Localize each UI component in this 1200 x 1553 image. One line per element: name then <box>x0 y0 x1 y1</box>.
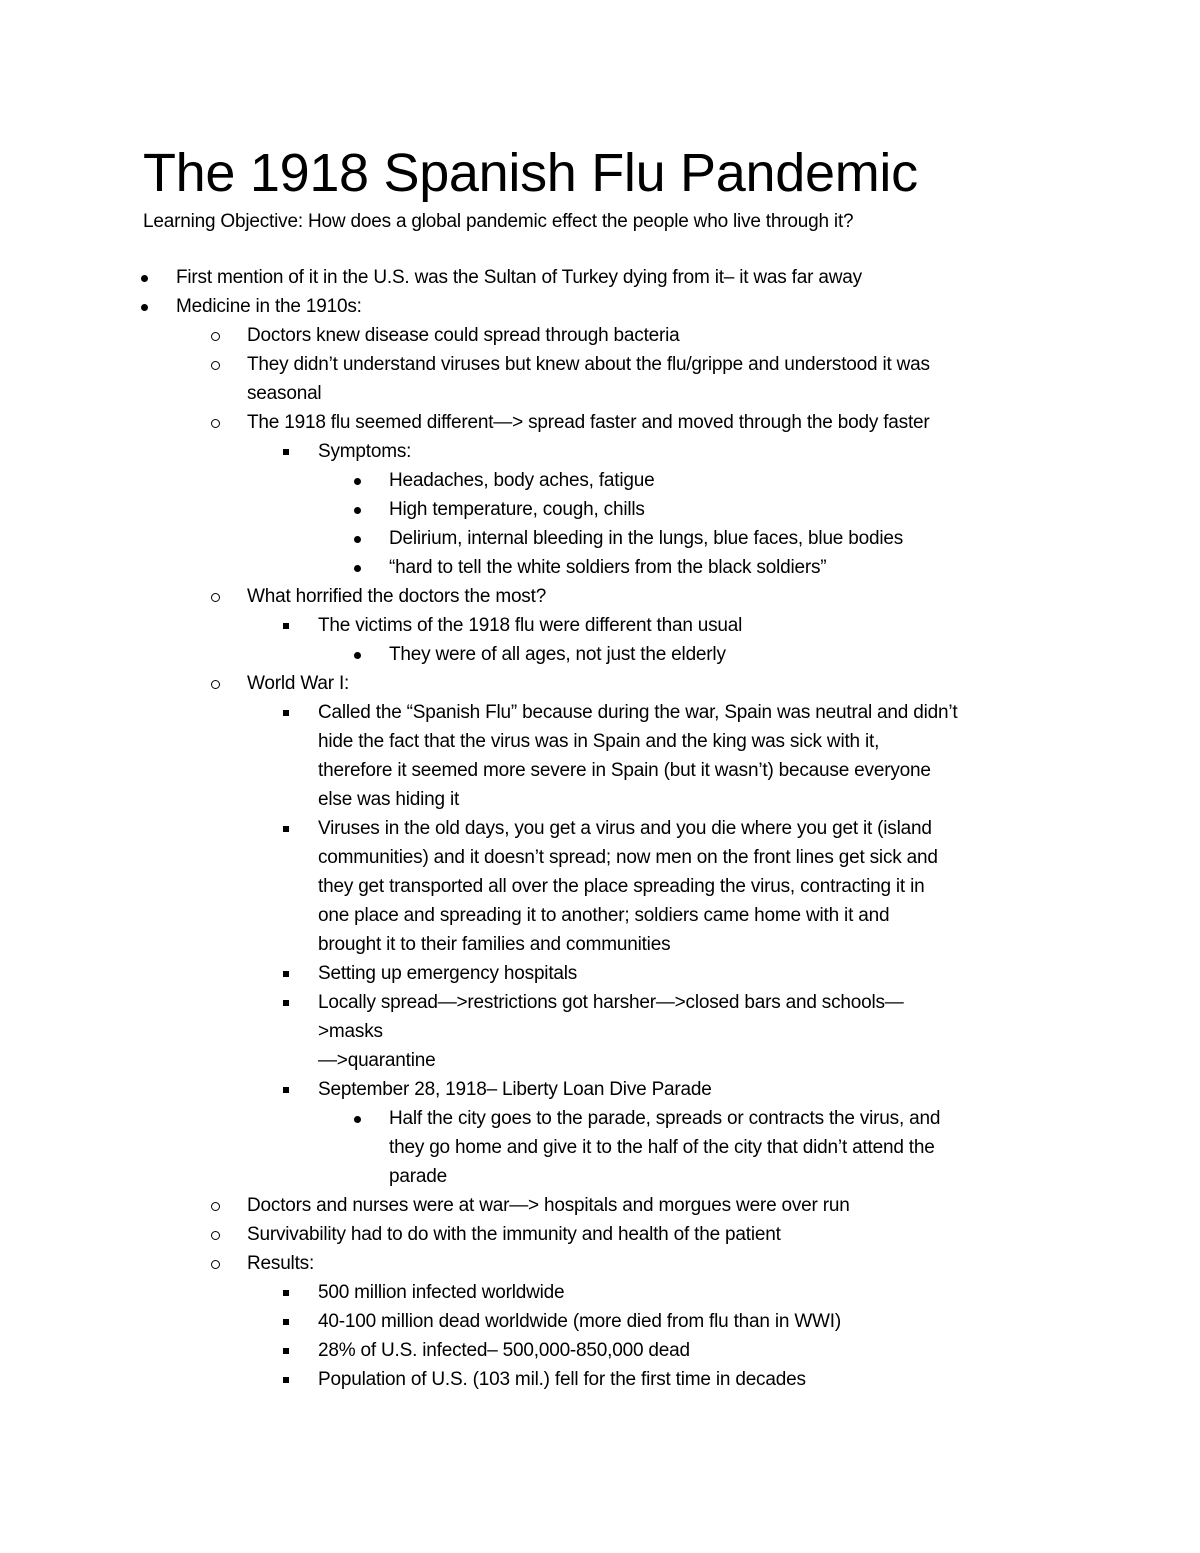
list-item-text: Medicine in the 1910s: <box>176 296 362 317</box>
list-item-text: 40-100 million dead worldwide (more died from flu than in WWI) <box>318 1311 841 1332</box>
list-item-text: Setting up emergency hospitals <box>318 963 578 984</box>
list-item <box>0 495 1200 524</box>
list-item <box>0 321 1200 350</box>
list-item <box>0 640 1200 669</box>
list-item <box>0 814 1200 959</box>
list-item-text: Survivability had to do with the immunity and health of the patient <box>247 1224 781 1245</box>
list-item-text: Locally spread—>restrictions got harsher—>closed bars and schools— >masks —>quarantine <box>318 992 904 1071</box>
list-item-text: September 28, 1918– Liberty Loan Dive Parade <box>318 1079 712 1100</box>
list-item-text: First mention of it in the U.S. was the Sultan of Turkey dying from it– it was far away <box>176 267 862 288</box>
list-item-text: Delirium, internal bleeding in the lungs, blue faces, blue bodies <box>389 528 904 549</box>
list-item <box>0 988 1200 1075</box>
list-item-text: 28% of U.S. infected– 500,000-850,000 dead <box>318 1340 690 1361</box>
list-item <box>0 1278 1200 1307</box>
list-item <box>0 466 1200 495</box>
list-item <box>0 1220 1200 1249</box>
list-item <box>0 1307 1200 1336</box>
list-item <box>0 582 1200 611</box>
list-item <box>0 1249 1200 1278</box>
list-item <box>0 408 1200 437</box>
list-item-text: They were of all ages, not just the elderly <box>389 644 726 665</box>
list-item-text: High temperature, cough, chills <box>389 499 645 520</box>
list-item-text: They didn’t understand viruses but knew about the flu/grippe and understood it was seasonal <box>247 354 930 404</box>
list-item-text: Half the city goes to the parade, spreads or contracts the virus, and they go home and give it to the half of the city that didn’t attend the parade <box>389 1108 941 1187</box>
list-item <box>0 524 1200 553</box>
list-item <box>0 1365 1200 1394</box>
list-item <box>0 437 1200 466</box>
list-item <box>0 1336 1200 1365</box>
list-item <box>0 959 1200 988</box>
list-item <box>0 698 1200 814</box>
list-item-text: What horrified the doctors the most? <box>247 586 547 607</box>
list-item-text: Doctors knew disease could spread through bacteria <box>247 325 680 346</box>
list-item-text: World War I: <box>247 673 350 694</box>
list-item-text: Called the “Spanish Flu” because during the war, Spain was neutral and didn’t hide the fact that the virus was in Spain and the king was sick with it, therefore it seemed more severe in Spain (but it wasn’t) because everyone else was hiding it <box>318 702 958 810</box>
list-item-text: Doctors and nurses were at war—> hospitals and morgues were over run <box>247 1195 850 1216</box>
list-item <box>0 553 1200 582</box>
document-title: The 1918 Spanish Flu Pandemic <box>143 143 918 203</box>
list-item-text: “hard to tell the white soldiers from the black soldiers” <box>389 557 827 578</box>
list-item <box>0 350 1200 408</box>
list-item <box>0 1191 1200 1220</box>
list-item-text: Headaches, body aches, fatigue <box>389 470 655 491</box>
list-item-text: The victims of the 1918 flu were different than usual <box>318 615 743 636</box>
list-item <box>0 1075 1200 1104</box>
list-item <box>0 263 1200 292</box>
list-item-text: Viruses in the old days, you get a virus and you die where you get it (island communities) and it doesn’t spread; now men on the front lines get sick and they get transported all over the place spreading the virus, contracting it in one place and spreading it to another; soldiers came home with it and brought it to their families and communities <box>318 818 938 955</box>
learning-objective: Learning Objective: How does a global pandemic effect the people who live through it? <box>143 211 854 232</box>
list-item <box>0 669 1200 698</box>
list-item-text: Symptoms: <box>318 441 412 462</box>
list-item-text: Results: <box>247 1253 315 1274</box>
list-item-text: 500 million infected worldwide <box>318 1282 565 1303</box>
list-item <box>0 292 1200 321</box>
list-item-text: Population of U.S. (103 mil.) fell for the first time in decades <box>318 1369 806 1390</box>
bulleted-outline <box>0 263 1200 1394</box>
list-item <box>0 1104 1200 1191</box>
list-item-text: The 1918 flu seemed different—> spread faster and moved through the body faster <box>247 412 930 433</box>
list-item <box>0 611 1200 640</box>
